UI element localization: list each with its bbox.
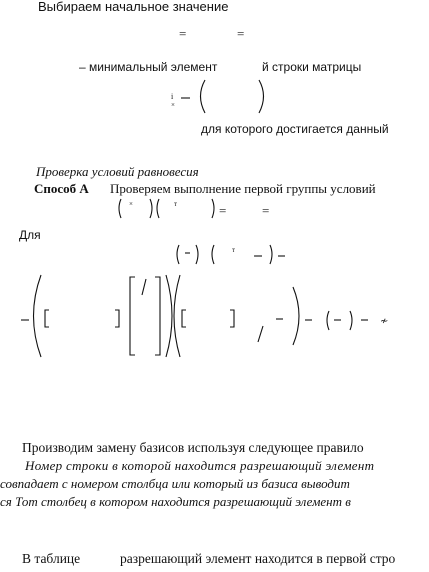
formula-mark: т	[174, 200, 178, 208]
paren-left	[212, 245, 214, 264]
paren-right	[270, 245, 272, 264]
big-left-paren	[174, 275, 180, 357]
paren-right	[350, 311, 352, 330]
superscript-t: т	[232, 246, 236, 254]
formula-superscript: i	[171, 92, 174, 101]
fraction-slash	[258, 326, 263, 342]
big-right-paren	[293, 287, 299, 345]
formula-subscript: ×	[171, 101, 175, 109]
big-right-paren	[166, 275, 172, 357]
for-label: Для	[19, 228, 41, 242]
table-line-prefix: В таблице	[22, 551, 81, 566]
method-text: Проверяем выполнение первой группы условий	[110, 181, 376, 196]
big-left-paren	[34, 275, 42, 357]
paren-left	[327, 311, 329, 330]
equilibrium-heading: Проверка условий равновесия	[36, 164, 199, 179]
reach-text: для которого достигается данный	[201, 122, 389, 136]
formula-mark: ×	[129, 200, 133, 208]
left-bracket	[45, 310, 49, 327]
fraction-slash	[142, 279, 146, 295]
method-label: Способ А	[34, 181, 89, 196]
matrix-left-bracket	[130, 277, 135, 355]
min-element-text-tail: й строки матрицы	[262, 60, 362, 74]
matrix-right-bracket	[155, 277, 160, 355]
formula-mark: ≁	[380, 316, 389, 327]
right-bracket	[230, 310, 234, 327]
equals-sign: =	[219, 203, 227, 218]
min-element-text: – минимальный элемент	[79, 60, 218, 74]
table-line-suffix: разрешающий элемент находится в первой стро	[120, 551, 396, 566]
paren-right	[196, 245, 198, 264]
left-bracket	[182, 310, 186, 327]
initial-value-heading: Выбираем начальное значение	[38, 0, 229, 14]
basis-replacement-text: Производим замену базисов используя следующее правило	[22, 440, 364, 455]
equals-sign: =	[237, 26, 245, 41]
rule-line-2: совпадает с номером столбца или который из базиса выводит	[0, 476, 350, 491]
rule-line-1: Номер строки в которой находится разрешающий элемент	[25, 458, 375, 473]
right-bracket	[115, 310, 119, 327]
rule-line-3: ся Тот столбец в котором находится разрешающий элемент в	[0, 494, 351, 509]
equals-sign: =	[179, 26, 187, 41]
equals-sign: =	[262, 203, 270, 218]
paren-left	[177, 245, 179, 264]
